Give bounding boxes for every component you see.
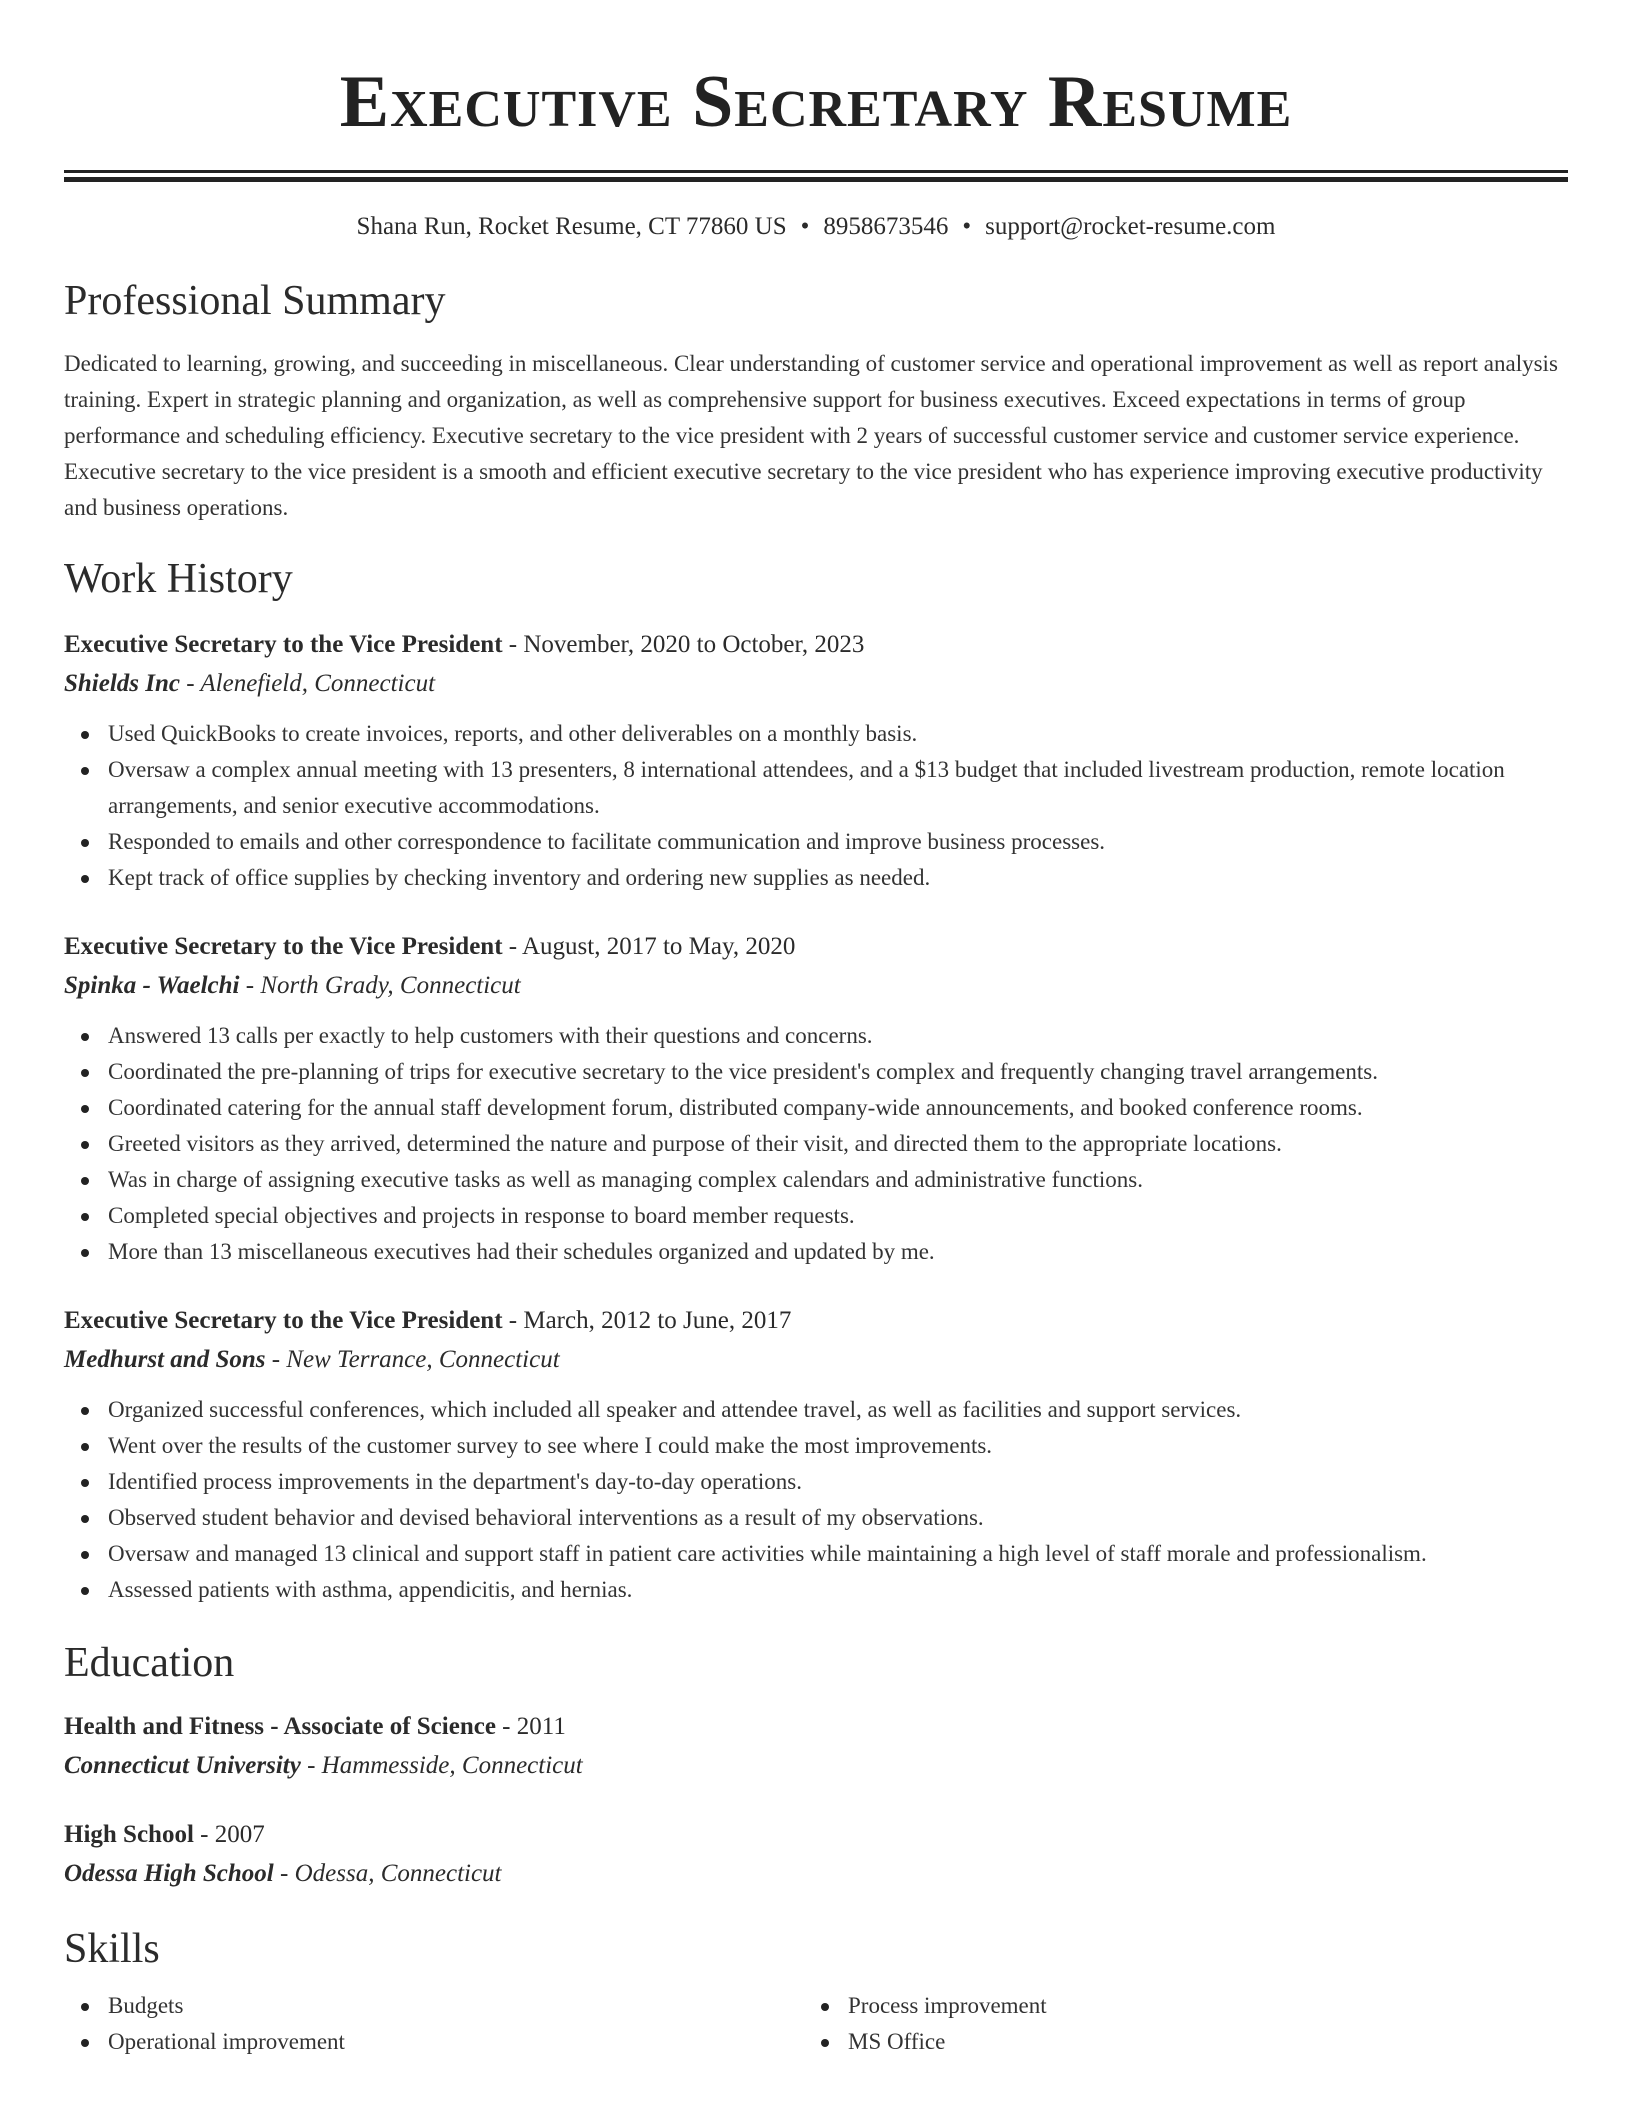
job-bullets <box>64 1018 1568 1270</box>
job-bullet: Assessed patients with asthma, appendicitis, and hernias. <box>108 1572 1568 1608</box>
job-dates: - March, 2012 to June, 2017 <box>502 1307 792 1334</box>
job-bullet: Observed student behavior and devised behavioral interventions as a result of my observations. <box>108 1500 1568 1536</box>
job-bullet: Identified process improvements in the department's day-to-day operations. <box>108 1464 1568 1500</box>
education-school: Connecticut University <box>64 1752 301 1779</box>
job-bullets <box>64 1392 1568 1608</box>
job-bullet: Kept track of office supplies by checking inventory and ordering new supplies as needed. <box>108 860 1568 896</box>
education-entry <box>64 1708 1568 1786</box>
skills-column-right <box>804 1988 1544 2060</box>
contact-phone: 8958673546 <box>823 213 949 240</box>
title-divider <box>64 170 1568 182</box>
job-bullet: Completed special objectives and projects in response to board member requests. <box>108 1198 1568 1234</box>
job-bullet: Responded to emails and other correspondence to facilitate communication and improve business processes. <box>108 824 1568 860</box>
job-bullet: Coordinated catering for the annual staff development forum, distributed company-wide announcements, and booked conference rooms. <box>108 1090 1568 1126</box>
education-school-line <box>64 1746 1568 1786</box>
job-bullet: More than 13 miscellaneous executives had their schedules organized and updated by me. <box>108 1234 1568 1270</box>
skill-item: Operational improvement <box>108 2024 804 2060</box>
job-entry <box>64 626 1568 896</box>
skills-column-left <box>64 1988 804 2060</box>
education-school: Odessa High School <box>64 1860 274 1887</box>
education-school-line <box>64 1854 1568 1894</box>
skills-list <box>804 1988 1544 2060</box>
education-degree: Health and Fitness - Associate of Science <box>64 1713 496 1740</box>
job-bullet: Greeted visitors as they arrived, determined the nature and purpose of their visit, and directed them to the appropriate locations. <box>108 1126 1568 1162</box>
job-title: Executive Secretary to the Vice President <box>64 631 503 658</box>
job-bullet: Organized successful conferences, which included all speaker and attendee travel, as well as facilities and support services. <box>108 1392 1568 1428</box>
job-location: - New Terrance, Connecticut <box>265 1346 560 1373</box>
education-degree-line <box>64 1708 1568 1746</box>
job-dates: - August, 2017 to May, 2020 <box>502 933 796 960</box>
section-heading-skills: Skills <box>64 1926 160 1972</box>
section-heading-work-history: Work History <box>64 556 293 602</box>
job-location: - North Grady, Connecticut <box>239 972 521 999</box>
skill-item: MS Office <box>848 2024 1544 2060</box>
skills-grid <box>64 1988 1568 2060</box>
education-location: - Hammesside, Connecticut <box>300 1752 583 1779</box>
job-title-line <box>64 1302 1568 1340</box>
job-entry <box>64 928 1568 1270</box>
job-title-line <box>64 626 1568 664</box>
job-title-line <box>64 928 1568 966</box>
job-company-line <box>64 1340 1568 1380</box>
contact-separator: • <box>962 213 972 240</box>
section-heading-summary: Professional Summary <box>64 278 446 324</box>
job-location: - Alenefield, Connecticut <box>180 670 436 697</box>
section-heading-education: Education <box>64 1640 235 1686</box>
job-company-line <box>64 966 1568 1006</box>
education-degree-line <box>64 1816 1568 1854</box>
job-company: Medhurst and Sons <box>64 1346 266 1373</box>
job-title: Executive Secretary to the Vice President <box>64 1307 503 1334</box>
job-bullet: Answered 13 calls per exactly to help customers with their questions and concerns. <box>108 1018 1568 1054</box>
job-dates: - November, 2020 to October, 2023 <box>502 631 865 658</box>
education-degree: High School <box>64 1821 194 1848</box>
skills-list <box>64 1988 804 2060</box>
job-entry <box>64 1302 1568 1608</box>
job-bullet: Oversaw and managed 13 clinical and support staff in patient care activities while maintaining a high level of staff morale and professionalism. <box>108 1536 1568 1572</box>
education-year: - 2007 <box>193 1821 265 1848</box>
job-company: Spinka - Waelchi <box>64 972 240 999</box>
skill-item: Process improvement <box>848 1988 1544 2024</box>
job-company: Shields Inc <box>64 670 181 697</box>
job-bullet: Went over the results of the customer survey to see where I could make the most improvements. <box>108 1428 1568 1464</box>
job-bullet: Coordinated the pre-planning of trips for executive secretary to the vice president's complex and frequently changing travel arrangements. <box>108 1054 1568 1090</box>
job-company-line <box>64 664 1568 704</box>
job-title: Executive Secretary to the Vice President <box>64 933 503 960</box>
contact-email: support@rocket-resume.com <box>985 213 1276 240</box>
contact-address: Shana Run, Rocket Resume, CT 77860 US <box>356 213 787 240</box>
education-location: - Odessa, Connecticut <box>273 1860 502 1887</box>
job-bullet: Oversaw a complex annual meeting with 13 presenters, 8 international attendees, and a $13 budget that included livestream production, remote location arrangements, and senior executive accommodations. <box>108 752 1568 824</box>
education-entry <box>64 1816 1568 1894</box>
job-bullet: Used QuickBooks to create invoices, reports, and other deliverables on a monthly basis. <box>108 716 1568 752</box>
resume-title: Executive Secretary Resume <box>339 61 1293 143</box>
summary-text: Dedicated to learning, growing, and succeeding in miscellaneous. Clear understanding of customer service and operational improvement as well as report analysis training. Expert in strategic planning and organization, as well as comprehensive support for business executives. Exceed expectations in terms of group performance and scheduling efficiency. Executive secretary to the vice president with 2 years of successful customer service and customer service experience. Executive secretary to the vice president is a smooth and efficient executive secretary to the vice president who has experience improving executive productivity and business operations. <box>64 351 1558 520</box>
job-bullets <box>64 716 1568 896</box>
contact-separator: • <box>800 213 810 240</box>
job-bullet: Was in charge of assigning executive tasks as well as managing complex calendars and administrative functions. <box>108 1162 1568 1198</box>
education-year: - 2011 <box>495 1713 566 1740</box>
contact-line <box>64 212 1568 242</box>
skill-item: Budgets <box>108 1988 804 2024</box>
